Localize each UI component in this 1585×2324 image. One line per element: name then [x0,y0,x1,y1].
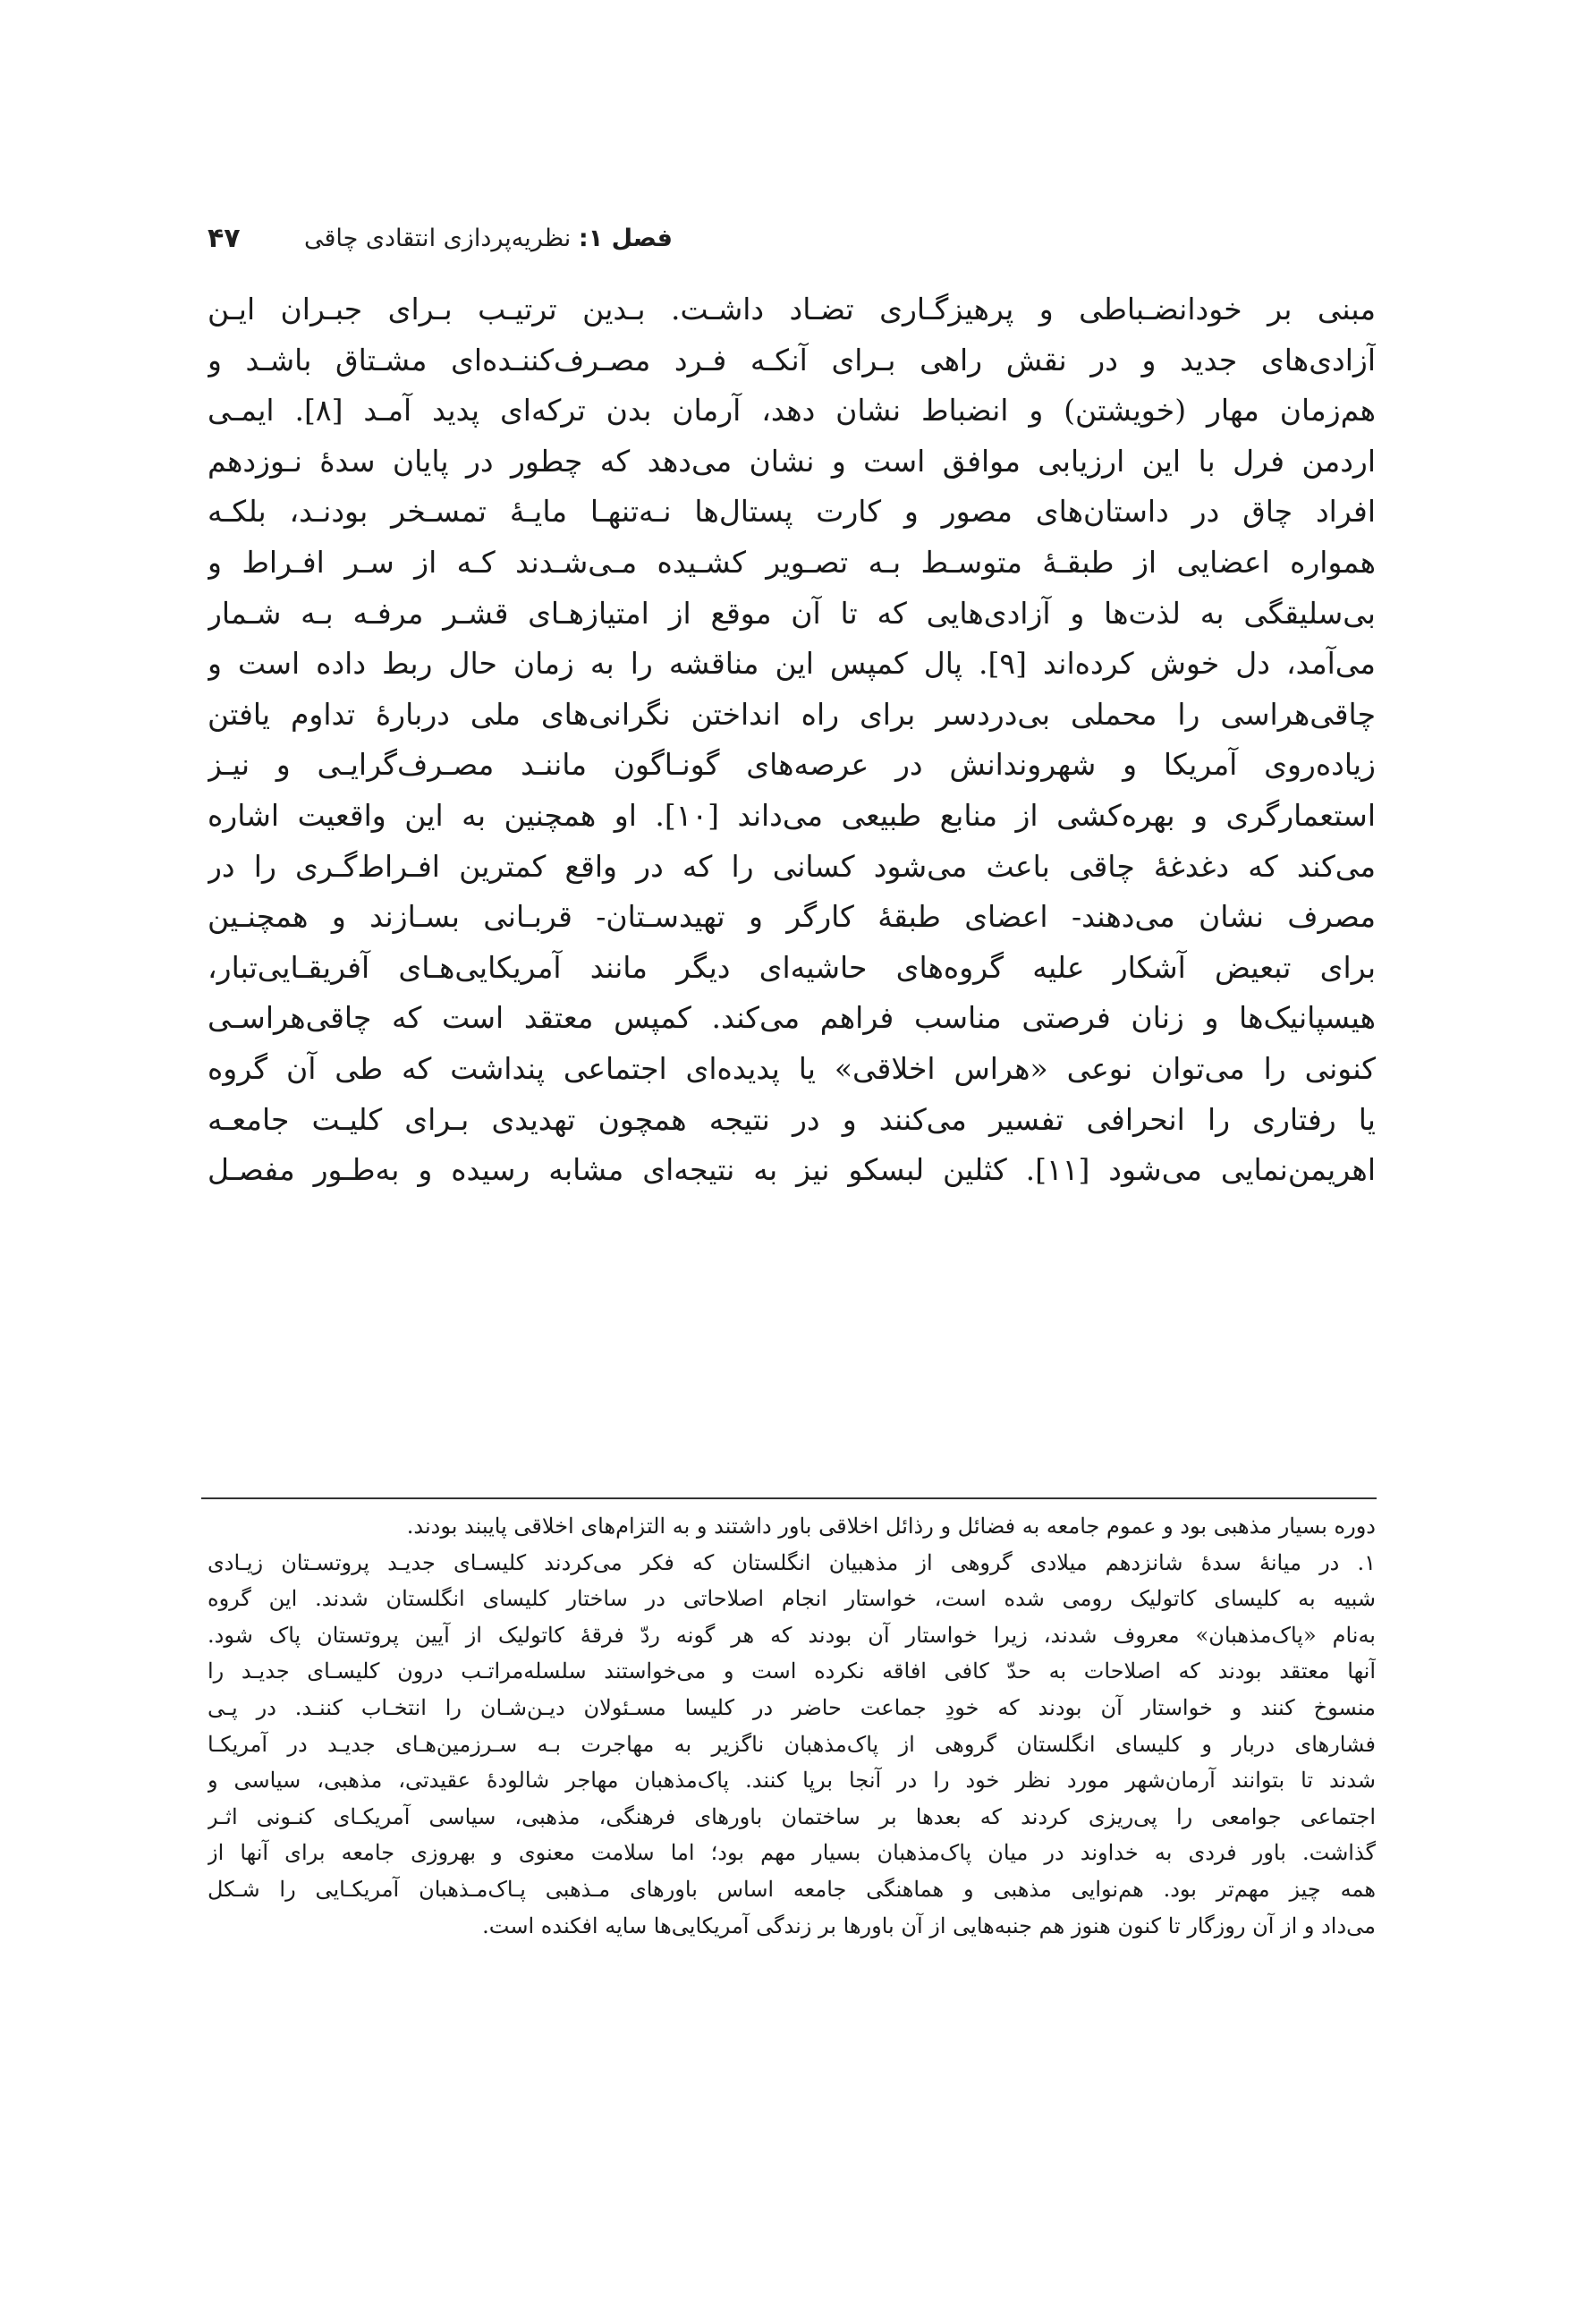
footnote-line: گذاشت. باور فردی به خداوند در میان پاک‌مذهبان بسیار مهم بود؛ اما سلامت معنوی و بهروزی جامعه برای آنها از [208,1840,1376,1866]
body-line: یا رفتاری را انحرافی تفسیر می‌کنند و در نتیجه همچون تهدیدی بـرای کلیـت جامعـه [208,1101,1376,1137]
footnote-line: ۱. در میانهٔ سدهٔ شانزدهم میلادی گروهی از مذهبیان انگلستان که فکر می‌کردند کلیسـای جدیـد پروتسـتان زیـادی [208,1549,1376,1575]
footnote-line: آنها معتقد بودند که اصلاحات به حدّ کافی افاقه نکرده است و می‌خواستند سلسله‌مراتـب درون کلیسـای جدیـد را [208,1658,1376,1684]
body-line: مصرف نشان می‌دهند- اعضای طبقهٔ کارگر و تهیدسـتان- قربـانی بسـازند و همچنـین [208,899,1376,935]
body-line: هم‌زمان مهار (خویشتن) و انضباط نشان دهد، آرمان بدن ترکه‌ای پدید آمـد [۸]. ایمـی [208,393,1376,428]
body-line: کنونی را می‌توان نوعی «هراس اخلاقی» یا پدیده‌ای اجتماعی پنداشت که طی آن گروه [208,1050,1376,1086]
body-line: مبنی بر خودانضـباطی و پرهیزگـاری تضـاد داشـت. بـدین ترتیـب بـرای جبـران ایـن [208,292,1376,327]
body-line: می‌کند که دغدغهٔ چاقی باعث می‌شود کسانی را که در واقع کمترین افـراط‌گـری را در [208,848,1376,884]
footnote-line: می‌داد و از آن روزگار تا کنون هنوز هم جنبه‌هایی از آن باورها بر زندگی آمریکایی‌ها سایه افکنده است. [482,1913,1376,1938]
footnote-line: شدند تا بتوانند آرمان‌شهر مورد نظر خود را در آنجا برپا کنند. پاک‌مذهبان مهاجر شالودهٔ عقیدتی، مذهبی، سیاسی و [208,1768,1376,1794]
body-line: چاقی‌هراسی را محملی بی‌دردسر برای راه انداختن نگرانی‌های ملی دربارهٔ تداوم یافتن [208,696,1376,732]
chapter-heading [304,225,673,252]
page-number: ۴۷ [208,222,241,254]
footnotes [208,1508,1376,1944]
body-line: زیاده‌روی آمریکا و شهروندانش در عرصه‌های گونـاگون ماننـد مصـرف‌گرایـی و نیـز [208,747,1376,783]
footnote-line: به‌نام «پاک‌مذهبان» معروف شدند، زیرا خواستار آن بودند که هر گونه ردّ فرقهٔ کاتولیک از آیین پروتستان پاک شود. [208,1622,1376,1648]
footnote-line: شبیه به کلیسای کاتولیک رومی شده است، خواستار انجام اصلاحاتی در ساختار کلیسای انگلستان شدند. این گروه [208,1586,1376,1612]
body-line: می‌آمد، دل خوش کرده‌اند [۹]. پال کمپس این مناقشه را به زمان حال ربط داده است و [208,646,1376,682]
chapter-label: فصل ۱: [578,224,673,252]
footnote-line: منسوخ کنند و خواستار آن بودند که خودِ جماعت حاضر در کلیسا مسـئولان دیـن‌شـان را انتخـاب کننـد. در پـی [208,1694,1376,1720]
body-text [208,284,1376,1474]
body-line: اهریمن‌نمایی می‌شود [۱۱]. کثلین لبسکو نیز به نتیجه‌ای مشابه رسیده و به‌طـور مفصـل [208,1152,1376,1188]
body-line: افراد چاق در داستان‌های مصور و کارت پستال‌ها نـه‌تنهـا مایـهٔ تمسـخر بودنـد، بلکـه [208,494,1376,530]
footnote-line: دوره بسیار مذهبی بود و عموم جامعه به فضائل و رذائل اخلاقی باور داشتند و به التزام‌های اخلاقی پایبند بودند. [406,1514,1376,1539]
body-line: همواره اعضایی از طبقـهٔ متوسـط بـه تصـویر کشـیده مـی‌شـدند کـه از سـر افـراط و [208,544,1376,580]
footnote-line: همه چیز مهم‌تر بود. هم‌نوایی مذهبی و هماهنگی جامعه اساس باورهای مـذهبی پـاک‌مـذهبان آمریکـایی را شـکل [208,1876,1376,1902]
footnote-line: فشارهای دربار و کلیسای انگلستان گروهی از پاک‌مذهبان ناگزیر به مهاجرت بـه سـرزمین‌هـای جدیـد در آمریکـا [208,1731,1376,1757]
body-line: اردمن فرل با این ارزیابی موافق است و نشان می‌دهد که چطور در پایان سدهٔ نـوزدهم [208,443,1376,479]
body-line: هیسپانیک‌ها و زنان فرصتی مناسب فراهم می‌کند. کمپس معتقد است که چاقی‌هراسـی [208,1000,1376,1036]
chapter-title: نظریه‌پردازی انتقادی چاقی [303,224,572,252]
footnote-separator [201,1497,1377,1499]
body-line: بی‌سلیقگی به لذت‌ها و آزادی‌هایی که تا آن موقع از امتیازهـای قشـر مرفـه بـه شـمار [208,595,1376,631]
footnote-line: اجتماعی جوامعی را پی‌ریزی کردند که بعدها بر ساختمان باورهای فرهنگی، مذهبی، سیاسی آمریکـای کنـونی اثـر [208,1803,1376,1829]
body-line: برای تبعیض آشکار علیه گروه‌های حاشیه‌ای دیگر مانند آمریکایی‌هـای آفریقـایی‌تبار، [208,949,1376,985]
running-head [208,211,673,265]
body-line: استعمارگری و بهره‌کشی از منابع طبیعی می‌داند [۱۰]. او همچنین به این واقعیت اشاره [208,797,1376,833]
body-line: آزادی‌های جدید و در نقش راهی بـرای آنکـه فـرد مصـرف‌کننـده‌ای مشـتاق باشـد و [208,342,1376,377]
